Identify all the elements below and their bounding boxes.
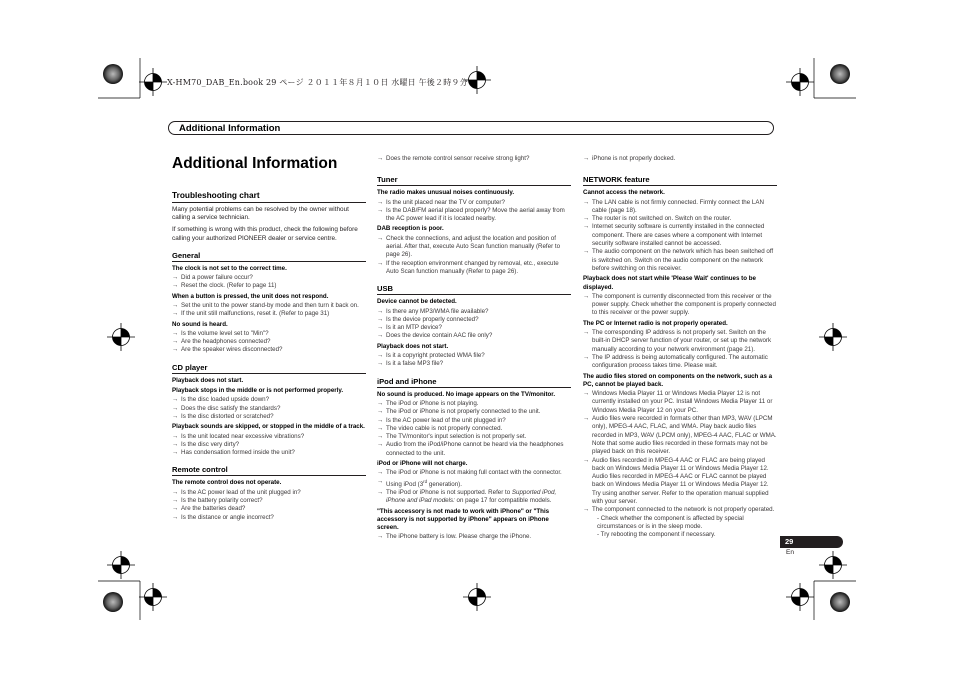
column-2 — [377, 155, 571, 550]
remote-control-section — [172, 465, 366, 521]
answer: → The IP address is being automatically configured. The automatic configuration process takes time. Please wait. — [583, 353, 768, 370]
section-banner — [168, 121, 774, 135]
tuner-heading: Tuner — [377, 175, 571, 186]
arrow-right-icon: → — [583, 390, 590, 398]
crop-target-icon — [786, 583, 814, 611]
answer: → Reset the clock. (Refer to page 11) — [172, 282, 277, 290]
answer: → Audio files were recorded in formats other than MP3, WAV (LPCM only), MPEG-4 AAC, FLAC, and WMA. Play back audio files recorded in MP3, WAV (LPCM only), MPEG-4 AAC, FLAC or WMA. Note that some audio files recorded in these formats may not be played back on this receiver. — [583, 415, 777, 456]
arrow-right-icon: → — [172, 396, 179, 404]
answer: → Is the AC power lead of the unit plugged in? — [172, 488, 301, 496]
answer: → Is the device properly connected? — [377, 315, 479, 323]
arrow-right-icon: → — [172, 432, 179, 440]
answer: → Does the remote control sensor receive strong light? — [377, 155, 530, 162]
crop-target-icon — [107, 551, 135, 579]
arrow-right-icon: → — [377, 408, 384, 416]
arrow-right-icon: → — [583, 215, 590, 223]
question: The audio files stored on components on the network, such as a PC, cannot be played back. — [583, 372, 773, 388]
answer: → Check the connections, and adjust the location and position of aerial. After that, execute Auto Scan function manually (Refer to page 26). — [377, 234, 561, 259]
arrow-right-icon: → — [377, 533, 384, 541]
print-file-header: X-HM70_DAB_En.book 29 ページ ２０１１年８月１０日 水曜日 午後２時９分 — [167, 78, 468, 87]
answer: → If the reception environment changed by removal, etc., execute Auto Scan function manually (Refer to page 26). — [377, 259, 559, 275]
answer-detail: - Try rebooting the component if necessary. — [597, 531, 716, 539]
crop-target-icon — [786, 68, 814, 96]
arrow-right-icon: → — [172, 346, 179, 354]
answer: → Audio from the iPod/iPhone cannot be heard via the headphones connected to the unit. — [377, 441, 564, 457]
question: When a button is pressed, the unit does not respond. — [172, 292, 329, 300]
answer: → Using iPod (3rd generation). — [377, 477, 462, 488]
question: Device cannot be detected. — [377, 298, 457, 306]
answer: → Does the device contain AAC file only? — [377, 332, 493, 340]
arrow-right-icon: → — [172, 505, 179, 513]
tuner-section — [377, 175, 571, 276]
question: DAB reception is poor. — [377, 225, 444, 233]
arrow-right-icon: → — [377, 441, 384, 449]
arrow-right-icon: → — [172, 302, 179, 309]
ipod-iphone-section — [377, 377, 571, 542]
intro-paragraph: If something is wrong with this product, check the following before calling your authorized PIONEER dealer or service centre. — [172, 226, 358, 242]
answer: → Has condensation formed inside the unit? — [172, 449, 295, 457]
arrow-right-icon: → — [583, 506, 590, 514]
answer: → The iPod or iPhone is not making full contact with the connector. — [377, 469, 562, 477]
answer: → Are the batteries dead? — [172, 505, 246, 513]
network-heading: NETWORK feature — [583, 175, 777, 186]
arrow-right-icon: → — [377, 352, 384, 360]
answer: → The component is currently disconnected from this receiver or the power supply. Check whether the component is properly connected to this receiver or the power supply. — [583, 292, 776, 317]
answer: → Is the distance or angle incorrect? — [172, 513, 274, 521]
question: Playback stops in the middle or is not performed properly. — [172, 387, 344, 395]
question: No sound is heard. — [172, 320, 228, 328]
general-heading: General — [172, 251, 366, 262]
page-number: 29 — [785, 537, 794, 546]
arrow-right-icon: → — [172, 497, 179, 505]
arrow-right-icon: → — [377, 155, 384, 162]
question: The PC or Internet radio is not properly operated. — [583, 319, 728, 327]
arrow-right-icon: → — [377, 360, 384, 368]
answer: → Internet security software is currently installed in the connected component. There are cases where a component with Internet security software installed cannot be accessed. — [583, 223, 765, 248]
answer: → The iPod or iPhone is not playing. — [377, 399, 479, 407]
crop-target-icon — [139, 583, 167, 611]
color-bar-icon — [830, 592, 850, 612]
arrow-right-icon: → — [377, 206, 384, 214]
column-3 — [583, 155, 777, 547]
arrow-right-icon: → — [377, 324, 384, 332]
question: Playback does not start while 'Please Wait' continues to be displayed. — [583, 275, 756, 291]
arrow-right-icon: → — [583, 223, 590, 231]
question: The clock is not set to the correct time. — [172, 264, 287, 272]
remote-control-heading: Remote control — [172, 465, 366, 476]
answer: → Did a power failure occur? — [172, 274, 253, 282]
column-1 — [172, 190, 366, 530]
troubleshooting-section — [172, 190, 366, 243]
arrow-right-icon: → — [377, 198, 384, 206]
usb-heading: USB — [377, 284, 571, 295]
answer: → Is it a copyright protected WMA file? — [377, 352, 485, 360]
question: iPod or iPhone will not charge. — [377, 460, 468, 468]
arrow-right-icon: → — [583, 155, 590, 162]
answer: → Audio files recorded in MPEG-4 AAC or FLAC are being played back on Windows Media Player 11 or Windows Media Player 12. Audio files recorded in MPEG-4 AAC or FLAC cannot be played back on Windows Media Player 11 or Windows Media Player 12. Try using another server. Refer to the operation manual supplied with your server. — [583, 456, 769, 505]
general-section — [172, 251, 366, 355]
answer: → Is the disc loaded upside down? — [172, 396, 270, 404]
answer: → The iPod or iPhone is not properly connected to the unit. — [377, 408, 541, 416]
arrow-right-icon: → — [377, 433, 384, 441]
arrow-right-icon: → — [377, 399, 384, 407]
answer-detail: - Check whether the component is affected by special circumstances or is in the sleep mode. — [597, 514, 744, 530]
color-bar-icon — [103, 592, 123, 612]
page-number-tab — [780, 536, 843, 548]
answer: → Does the disc satisfy the standards? — [172, 404, 281, 412]
usb-section — [377, 284, 571, 368]
arrow-right-icon: → — [172, 310, 179, 318]
question: Playback sounds are skipped, or stopped in the middle of a track. — [172, 423, 365, 431]
question: Playback does not start. — [377, 342, 449, 350]
arrow-right-icon: → — [583, 198, 590, 206]
answer: → The TV/monitor's input selection is not properly set. — [377, 433, 527, 441]
arrow-right-icon: → — [172, 274, 179, 282]
cd-player-section — [172, 363, 366, 458]
arrow-right-icon: → — [377, 259, 384, 267]
answer: → The audio component on the network which has been switched off is switched on. Switch on the audio component on the network before switching on this receiver. — [583, 248, 774, 272]
page-language: En — [786, 549, 794, 556]
arrow-right-icon: → — [172, 488, 179, 496]
answer: → The iPhone battery is low. Please charge the iPhone. — [377, 533, 532, 541]
arrow-right-icon: → — [583, 329, 590, 337]
arrow-right-icon: → — [172, 329, 179, 337]
banner-title: Additional Information — [179, 123, 281, 134]
answer: → Is the DAB/FM aerial placed properly? Move the aerial away from the AC power lead if it is located nearby. — [377, 206, 565, 223]
arrow-right-icon: → — [377, 315, 384, 323]
arrow-right-icon: → — [583, 248, 590, 256]
arrow-right-icon: → — [172, 513, 179, 521]
arrow-right-icon: → — [172, 338, 179, 346]
arrow-right-icon: → — [172, 404, 179, 412]
page-title: Additional Information — [172, 155, 338, 172]
cd-player-heading: CD player — [172, 363, 366, 374]
answer: → The video cable is not properly connected. — [377, 424, 503, 432]
arrow-right-icon: → — [583, 353, 590, 361]
answer: → The corresponding IP address is not properly set. Switch on the built-in DHCP server function of your router, or set up the network manually according to your network environment (page 21). — [583, 329, 772, 353]
arrow-right-icon: → — [583, 456, 590, 464]
answer: → Is the unit placed near the TV or computer? — [377, 198, 505, 206]
answer: → The router is not switched on. Switch on the router. — [583, 215, 732, 223]
arrow-right-icon: → — [172, 282, 179, 290]
crop-target-icon — [819, 551, 847, 579]
arrow-right-icon: → — [377, 477, 384, 485]
troubleshooting-heading: Troubleshooting chart — [172, 190, 366, 203]
answer: → The iPod or iPhone is not supported. Refer to Supported iPod, iPhone and iPad models: on page 17 for compatible models. — [377, 488, 557, 505]
answer: → Is the battery polarity correct? — [172, 497, 263, 505]
ipod-iphone-heading: iPod and iPhone — [377, 377, 571, 388]
answer: → Is the disc very dirty? — [172, 440, 240, 448]
intro-paragraph: Many potential problems can be resolved by the owner without calling a service technician. — [172, 206, 349, 222]
answer: → Is the volume level set to "Min"? — [172, 329, 269, 337]
arrow-right-icon: → — [172, 449, 179, 457]
question: Playback does not start. — [172, 376, 244, 384]
answer: → Is the disc distorted or scratched? — [172, 412, 274, 420]
arrow-right-icon: → — [583, 292, 590, 300]
answer: → The component connected to the network is not properly operated. — [583, 506, 775, 514]
crop-target-icon — [107, 323, 135, 351]
color-bar-icon — [830, 64, 850, 84]
crop-target-icon — [139, 68, 167, 96]
question: The radio makes unusual noises continuously. — [377, 189, 515, 197]
answer: → Are the speaker wires disconnected? — [172, 346, 283, 354]
arrow-right-icon: → — [377, 332, 384, 340]
answer: → Is there any MP3/WMA file available? — [377, 307, 489, 315]
answer: → Is it a false MP3 file? — [377, 360, 444, 368]
arrow-right-icon: → — [377, 307, 384, 315]
question: Cannot access the network. — [583, 189, 665, 197]
arrow-right-icon: → — [377, 416, 384, 424]
answer: → If the unit still malfunctions, reset it. (Refer to page 31) — [172, 310, 330, 318]
arrow-right-icon: → — [377, 234, 384, 242]
question: The remote control does not operate. — [172, 479, 282, 487]
arrow-right-icon: → — [377, 469, 384, 477]
answer: → Is the unit located near excessive vibrations? — [172, 432, 305, 440]
color-bar-icon — [103, 64, 123, 84]
answer: → Is it an MTP device? — [377, 324, 442, 332]
answer: → Set the unit to the power stand-by mode and then turn it back on. — [172, 302, 359, 309]
answer: → Are the headphones connected? — [172, 338, 271, 346]
crop-target-icon — [819, 323, 847, 351]
crop-target-icon — [463, 583, 491, 611]
arrow-right-icon: → — [172, 412, 179, 420]
arrow-right-icon: → — [377, 424, 384, 432]
page-reference-link: Supported iPod, iPhone and iPad models: — [386, 488, 557, 505]
answer: → The LAN cable is not firmly connected. Firmly connect the LAN cable (page 18). — [583, 198, 764, 214]
answer: → Windows Media Player 11 or Windows Media Player 12 is not currently installed on your PC. Install Windows Media Player 11 or Windows Media Player 12 on your PC. — [583, 390, 773, 414]
answer: → iPhone is not properly docked. — [583, 155, 676, 162]
answer: → Is the AC power lead of the unit plugged in? — [377, 416, 506, 424]
arrow-right-icon: → — [172, 440, 179, 448]
question: No sound is produced. No image appears on the TV/monitor. — [377, 390, 556, 398]
arrow-right-icon: → — [377, 488, 384, 496]
question: "This accessory is not made to work with iPhone" or "This accessory is not supported by iPhone" appears on iPhone screen. — [377, 507, 550, 532]
network-section — [583, 175, 777, 539]
arrow-right-icon: → — [583, 415, 590, 423]
